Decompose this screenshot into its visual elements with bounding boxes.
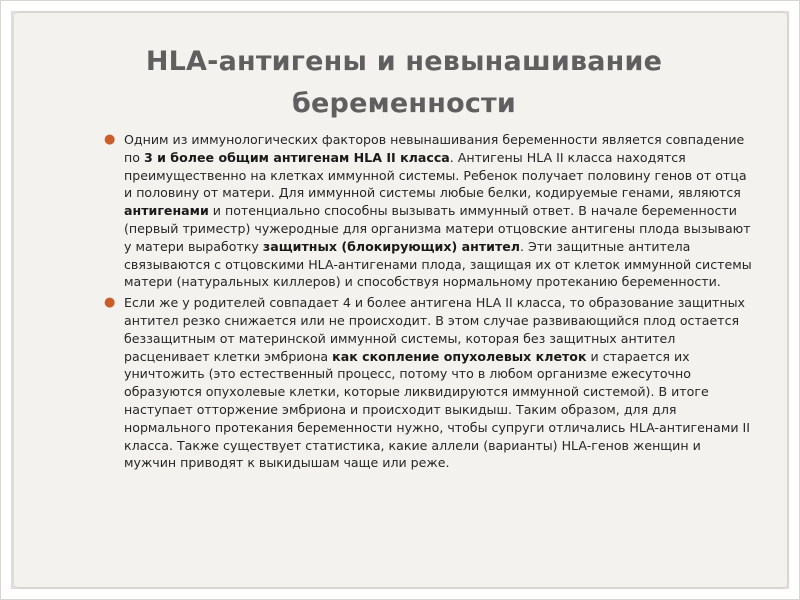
paragraph-text [124,295,750,470]
text-segment: . Эти защитные антитела связываются с отцовскими HLA-антигенами плода, защищая их от клеток иммунной системы матери (натуральных киллеров) и способствуя нормальному протеканию беременности. [124,238,752,290]
bullet-icon: ● [104,295,116,311]
bold-text-segment: антигенами [124,203,209,219]
text-segment: и потенциально способны вызывать иммунный ответ. В начале беременности (первый триместр) чужеродные для организма матери отцовские антигены плода вызывают у матери выработку [124,203,751,254]
slide-body [104,131,753,475]
bullet-paragraph-1 [104,131,753,291]
text-segment: . Антигены HLA II класса находятся преимущественно на клетках иммунной системы. Ребенок получает половину генов от отца и половину от матери. Для иммунной системы любые белки, кодируемые генами, являются [124,149,747,201]
slide-title: HLA-антигены и невынашивание беременности [145,46,663,119]
slide [14,13,787,587]
bold-text-segment: 3 и более общим антигенам HLA II класса [143,149,450,165]
bold-text-segment: защитных (блокирующих) антител [262,238,521,254]
paragraph-text [124,132,752,289]
text-segment: и старается их уничтожить (это естественный процесс, потому что в любом организме ежесуточно образуются опухолевые клетки, которые ликвидируются иммунной системой). В итоге наступает отторжение эмбриона и происходит выкидыш. Таким образом, для для нормального протекания беременности нужно, чтобы супруги отличались HLA-антигенами II класса. Также существует статистика, какие аллели (варианты) HLA-генов женщин и мужчин приводят к выкидышам чаще или реже. [124,348,750,471]
text-segment: Одним из иммунологических факторов невынашивания беременности является совпадение по [124,132,745,165]
bold-text-segment: как скопление опухолевых клеток [332,348,587,364]
text-segment: Если же у родителей совпадает 4 и более антигена HLA II класса, то образование защитных антител резко снижается или не происходит. В этом случае развивающийся плод остается беззащитным от материнской иммунной системы, которая без защитных антител расценивает клетки эмбриона [124,295,745,364]
bullet-paragraph-2 [104,294,753,472]
bullet-icon: ● [104,132,116,147]
